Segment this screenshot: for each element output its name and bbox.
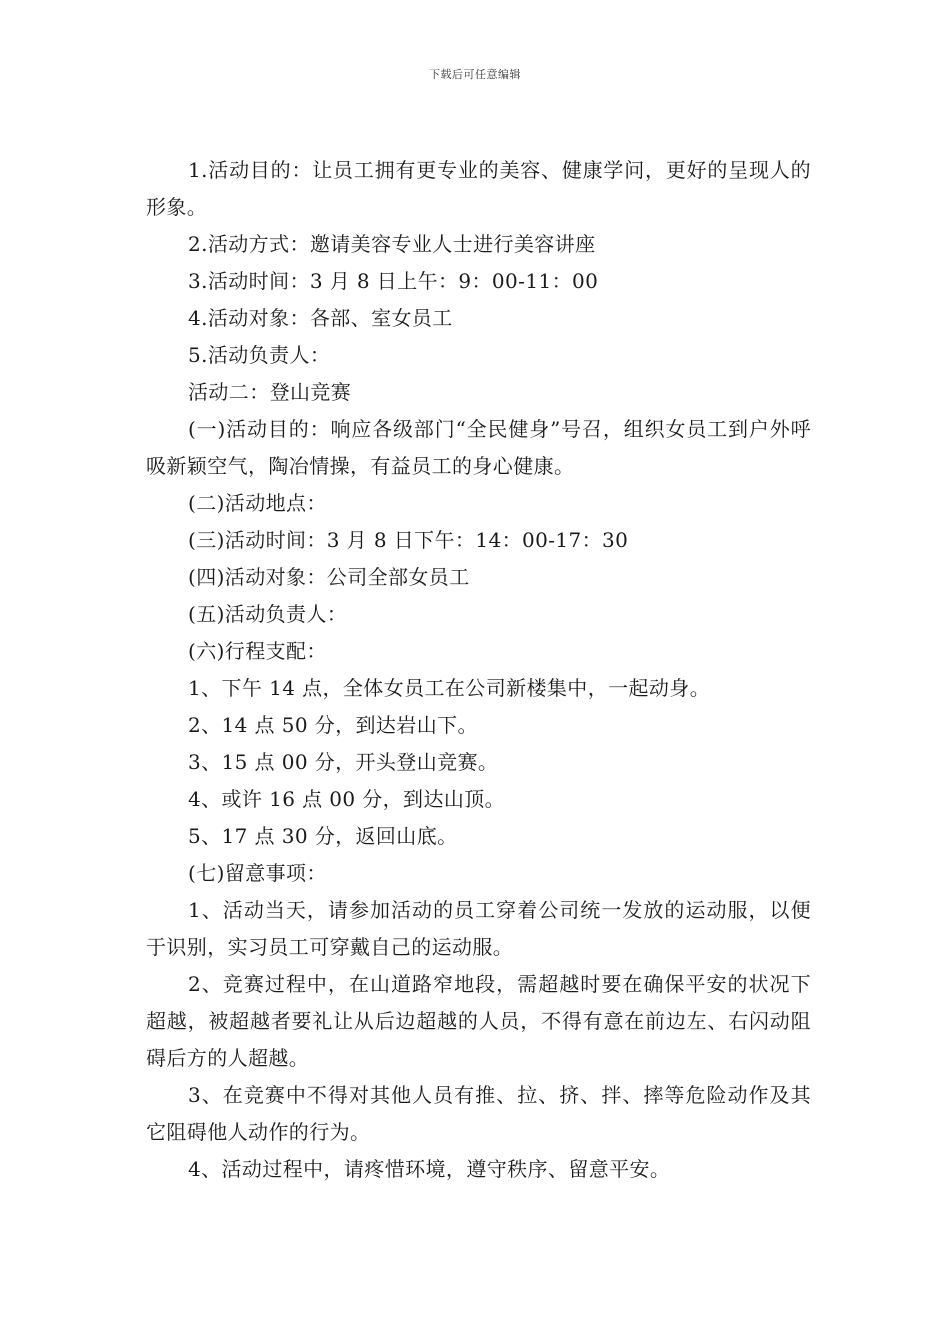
paragraph-notes-heading: (七)留意事项：: [188, 861, 327, 885]
paragraph-activity-method: 2.活动方式：邀请美容专业人士进行美容讲座: [188, 232, 596, 256]
notes-item: 2、竞赛过程中，在山道路窄地段，需超越时要在确保平安的状况下超越，被超越者要礼让从后边超越的人员，不得有意在前边左、右闪动阻碍后方的人超越。: [146, 972, 811, 1070]
itinerary-item: 5、17 点 30 分，返回山底。: [188, 824, 458, 848]
paragraph-climb-leader: (五)活动负责人：: [188, 602, 348, 626]
paragraph-activity-leader: 5.活动负责人：: [188, 343, 331, 367]
itinerary-item: 4、或许 16 点 00 分，到达山顶。: [188, 787, 506, 811]
notes-item: 3、在竞赛中不得对其他人员有推、拉、挤、拌、摔等危险动作及其它阻碍他人动作的行为。: [146, 1083, 811, 1144]
paragraph-activity-time: 3.活动时间：3 月 8 日上午：9：00-11：00: [188, 269, 599, 293]
page-header: 下载后可任意编辑: [429, 68, 521, 81]
paragraph-climb-target: (四)活动对象：公司全部女员工: [188, 565, 470, 589]
paragraph-itinerary-heading: (六)行程支配：: [188, 639, 327, 663]
section-heading-activity-two: 活动二：登山竞赛: [188, 380, 352, 404]
paragraph-activity-target: 4.活动对象：各部、室女员工: [188, 306, 453, 330]
paragraph-climb-time: (三)活动时间：3 月 8 日下午：14：00-17：30: [188, 528, 629, 552]
paragraph-climb-location: (二)活动地点：: [188, 491, 327, 515]
notes-item: 1、活动当天，请参加活动的员工穿着公司统一发放的运动服，以便于识别，实习员工可穿戴自己的运动服。: [146, 898, 811, 959]
notes-item: 4、活动过程中，请疼惜环境，遵守秩序、留意平安。: [188, 1157, 671, 1181]
itinerary-item: 1、下午 14 点，全体女员工在公司新楼集中，一起动身。: [188, 676, 711, 700]
paragraph-activity-purpose: 1.活动目的：让员工拥有更专业的美容、健康学问，更好的呈现人的形象。: [146, 158, 811, 219]
document-body: [146, 152, 811, 1188]
paragraph-climb-purpose: (一)活动目的：响应各级部门“全民健身”号召，组织女员工到户外呼吸新颖空气，陶冶情操，有益员工的身心健康。: [146, 417, 811, 478]
itinerary-item: 2、14 点 50 分，到达岩山下。: [188, 713, 478, 737]
itinerary-item: 3、15 点 00 分，开头登山竞赛。: [188, 750, 499, 774]
